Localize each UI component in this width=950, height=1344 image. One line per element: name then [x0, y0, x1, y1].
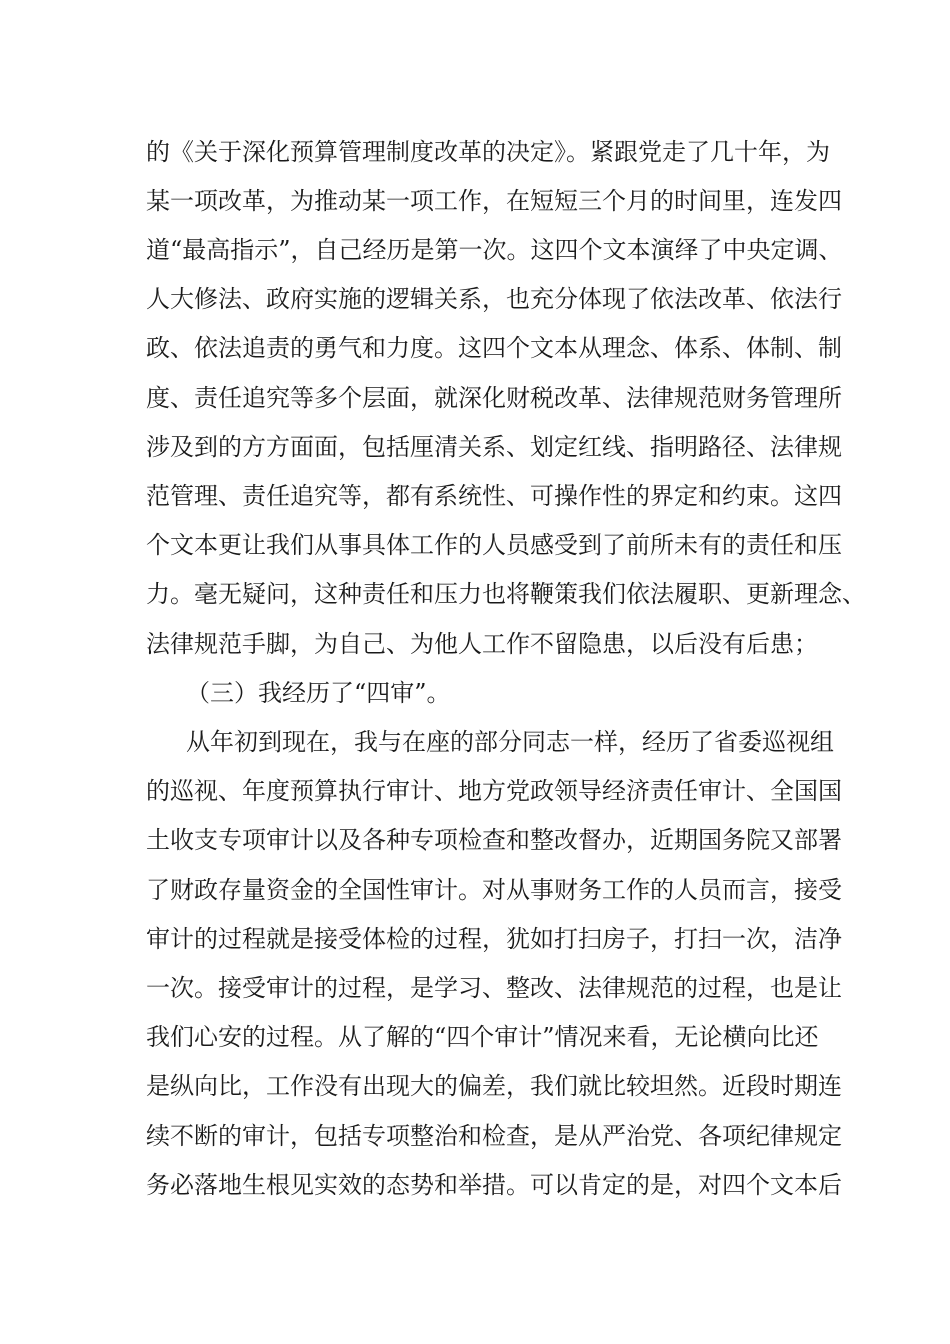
text-line: 从年初到现在，我与在座的部分同志一样，经历了省委巡视组: [186, 728, 834, 756]
text-line: 某一项改革，为推动某一项工作，在短短三个月的时间里，连发四: [146, 187, 842, 215]
text-line: 了财政存量资金的全国性审计。对从事财务工作的人员而言，接受: [146, 876, 842, 904]
text-line: 范管理、责任追究等，都有系统性、可操作性的界定和约束。这四: [146, 482, 842, 510]
text-line: 是纵向比，工作没有出现大的偏差，我们就比较坦然。近段时期连: [146, 1072, 842, 1100]
text-line: 续不断的审计，包括专项整治和检查，是从严治党、各项纪律规定: [146, 1122, 842, 1150]
text-line: 个文本更让我们从事具体工作的人员感受到了前所未有的责任和压: [146, 531, 842, 559]
text-line: 度、责任追究等多个层面，就深化财税改革、法律规范财务管理所: [146, 384, 842, 412]
text-line: 审计的过程就是接受体检的过程，犹如打扫房子，打扫一次，洁净: [146, 925, 842, 953]
text-line: 的《关于深化预算管理制度改革的决定》。紧跟党走了几十年，为: [146, 138, 830, 166]
text-line: 道“最高指示”，自己经历是第一次。这四个文本演绎了中央定调、: [146, 236, 843, 264]
text-line: 务必落地生根见实效的态势和举措。可以肯定的是，对四个文本后: [146, 1171, 842, 1199]
text-line: 人大修法、政府实施的逻辑关系，也充分体现了依法改革、依法行: [146, 285, 842, 313]
section-heading: （三）我经历了“四审”。: [186, 679, 451, 707]
text-line: 法律规范手脚，为自己、为他人工作不留隐患，以后没有后患；: [146, 630, 818, 658]
text-line: 我们心安的过程。从了解的“四个审计”情况来看，无论横向比还: [146, 1023, 819, 1051]
text-line: 力。毫无疑问，这种责任和压力也将鞭策我们依法履职、更新理念、: [146, 580, 866, 608]
text-line: 一次。接受审计的过程，是学习、整改、法律规范的过程，也是让: [146, 974, 842, 1002]
text-line: 土收支专项审计以及各种专项检查和整改督办，近期国务院又部署: [146, 826, 842, 854]
text-line: 政、依法追责的勇气和力度。这四个文本从理念、体系、体制、制: [146, 334, 842, 362]
text-line: 涉及到的方方面面，包括厘清关系、划定红线、指明路径、法律规: [146, 433, 842, 461]
text-line: 的巡视、年度预算执行审计、地方党政领导经济责任审计、全国国: [146, 777, 842, 805]
